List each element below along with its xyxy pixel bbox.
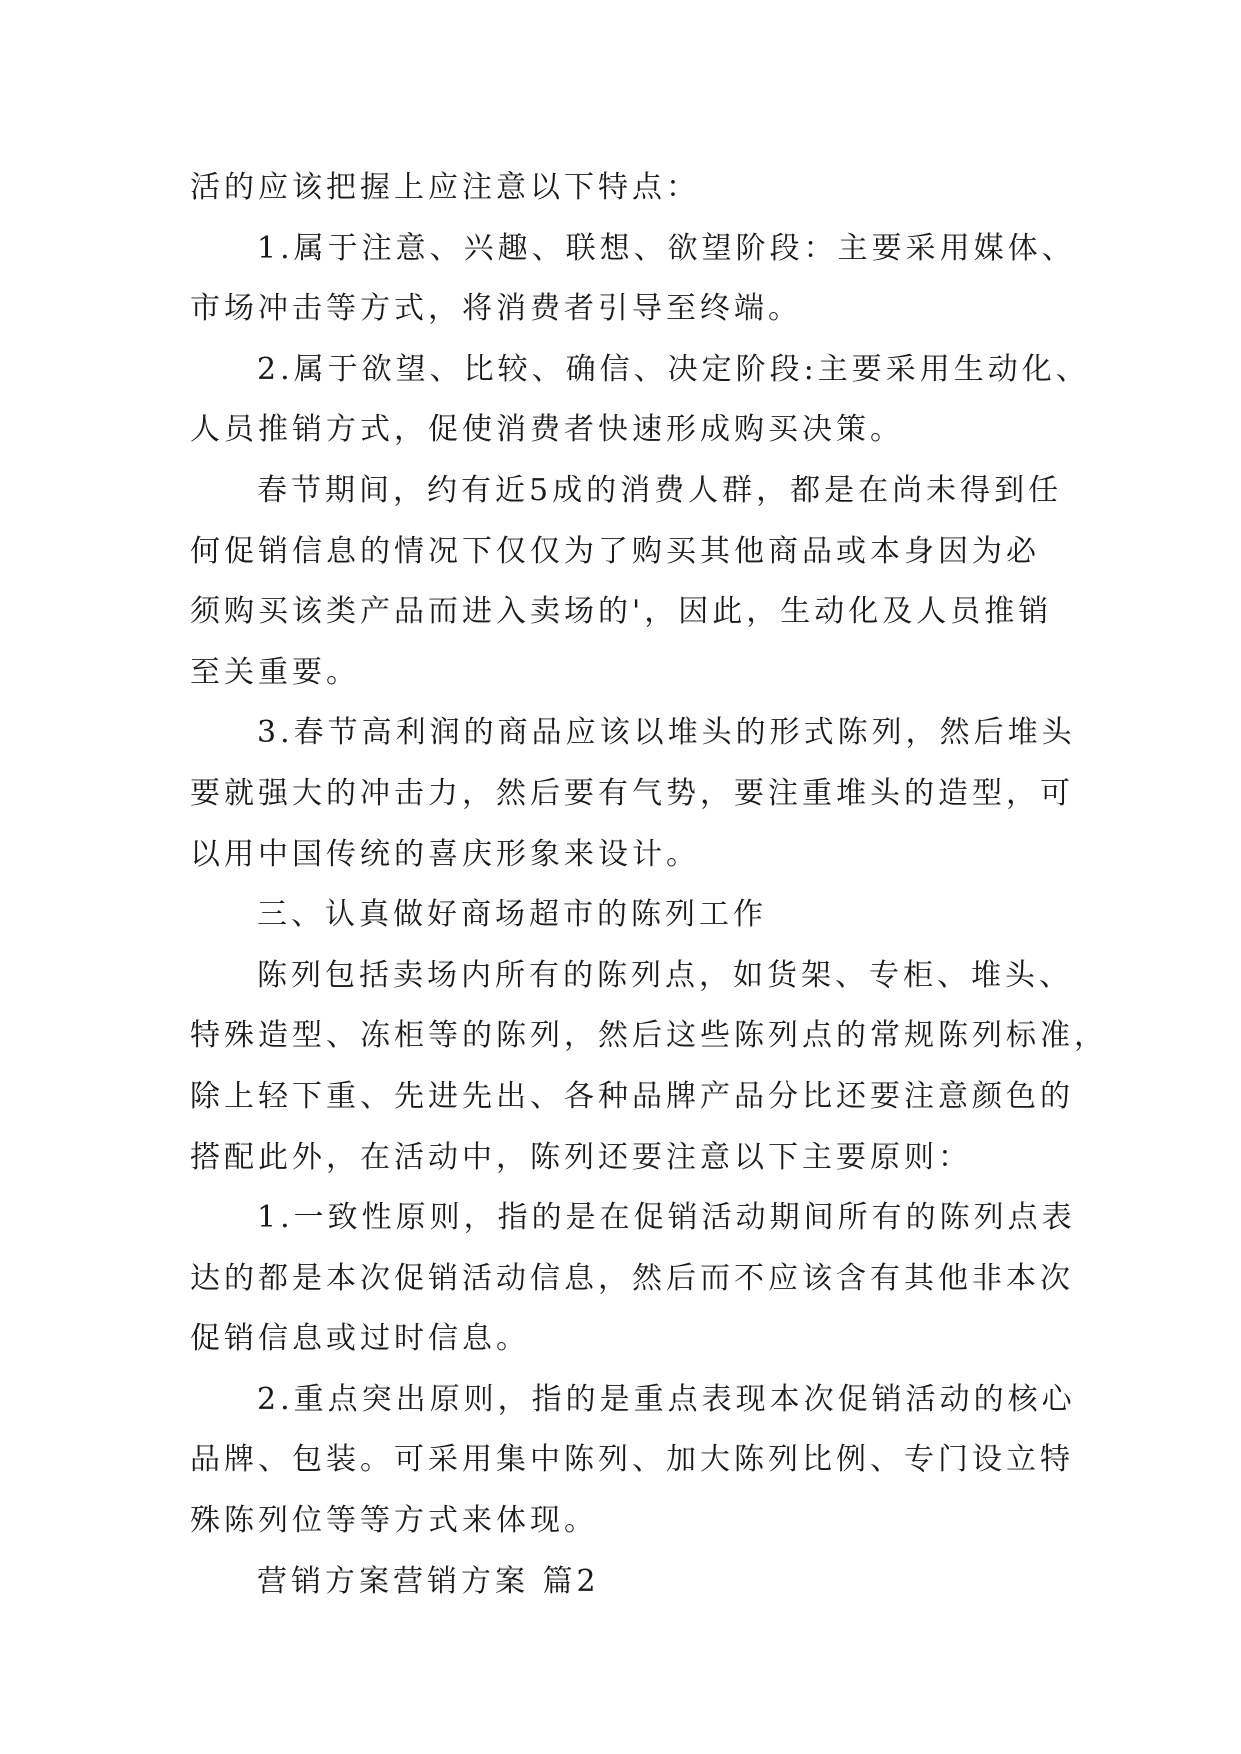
text-line: 2.重点突出原则，指的是重点表现本次促销活动的核心 bbox=[257, 1381, 1076, 1417]
text-line: 2.属于欲望、比较、确信、决定阶段:主要采用生动化、 bbox=[257, 351, 1090, 387]
text-line: 人员推销方式，促使消费者快速形成购买决策。 bbox=[190, 412, 904, 448]
text-line: 殊陈列位等等方式来体现。 bbox=[190, 1503, 598, 1539]
text-line: 要就强大的冲击力，然后要有气势，要注重堆头的造型，可 bbox=[190, 775, 1074, 811]
text-line: 1.属于注意、兴趣、联想、欲望阶段：主要采用媒体、 bbox=[257, 230, 1076, 266]
text-line: 1.一致性原则，指的是在促销活动期间所有的陈列点表 bbox=[257, 1200, 1076, 1236]
document-body bbox=[190, 158, 1108, 1612]
text-line: 三、认真做好商场超市的陈列工作 bbox=[257, 897, 767, 933]
text-line: 营销方案营销方案 篇2 bbox=[257, 1563, 600, 1599]
text-line: 搭配此外，在活动中，陈列还要注意以下主要原则： bbox=[190, 1139, 972, 1175]
text-line: 品牌、包装。可采用集中陈列、加大陈列比例、专门设立特 bbox=[190, 1442, 1074, 1478]
text-line: 何促销信息的情况下仅仅为了购买其他商品或本身因为必 bbox=[190, 533, 1040, 569]
text-line: 市场冲击等方式，将消费者引导至终端。 bbox=[190, 291, 802, 327]
text-line: 达的都是本次促销活动信息，然后而不应该含有其他非本次 bbox=[190, 1260, 1074, 1296]
text-line: 3.春节高利润的商品应该以堆头的形式陈列，然后堆头 bbox=[257, 715, 1076, 751]
text-line: 陈列包括卖场内所有的陈列点，如货架、专柜、堆头、 bbox=[257, 957, 1073, 993]
text-line: 除上轻下重、先进先出、各种品牌产品分比还要注意颜色的 bbox=[190, 1078, 1074, 1114]
text-line: 促销信息或过时信息。 bbox=[190, 1321, 530, 1357]
text-line: 须购买该类产品而进入卖场的'，因此，生动化及人员推销 bbox=[190, 594, 1053, 630]
text-line: 春节期间，约有近5成的消费人群，都是在尚未得到任 bbox=[257, 472, 1063, 508]
text-line: 活的应该把握上应注意以下特点： bbox=[190, 170, 700, 205]
text-line: 至关重要。 bbox=[190, 654, 360, 690]
text-line: 特殊造型、冻柜等的陈列，然后这些陈列点的常规陈列标准， bbox=[190, 1018, 1108, 1054]
text-line: 以用中国传统的喜庆形象来设计。 bbox=[190, 836, 700, 872]
